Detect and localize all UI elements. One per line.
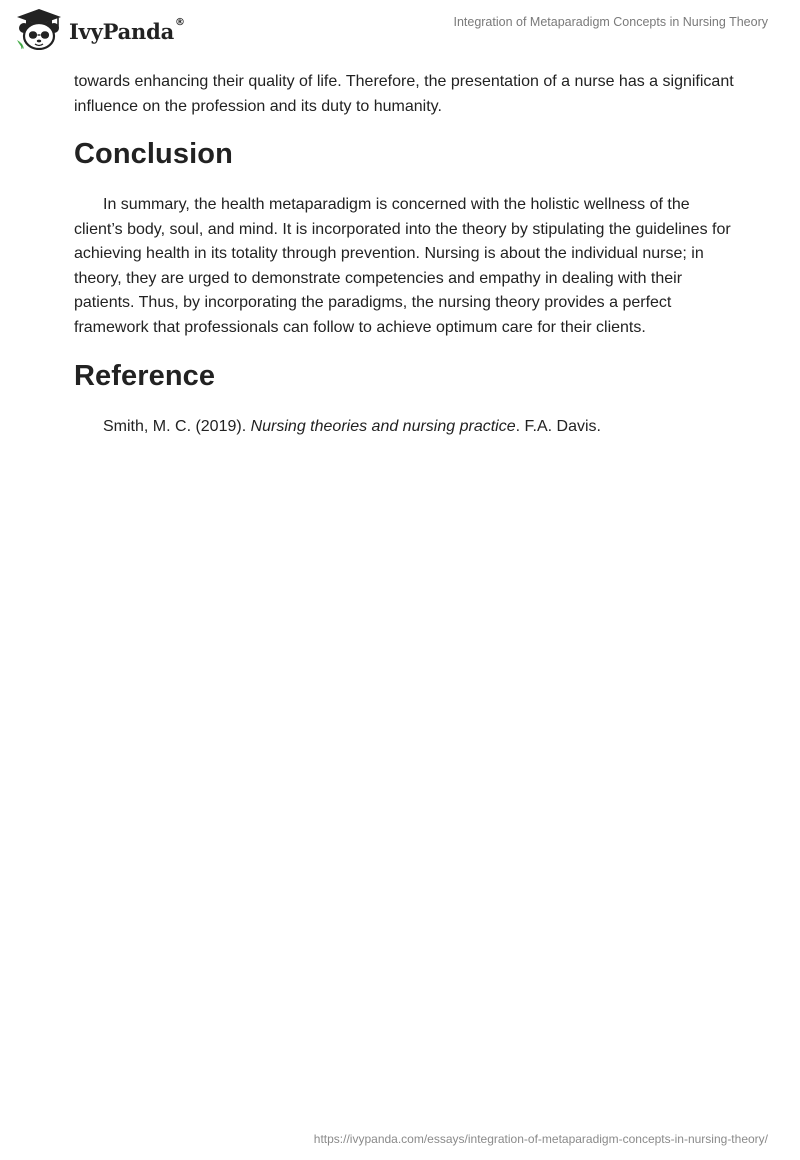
document-title: Integration of Metaparadigm Concepts in Nursing Theory: [453, 15, 768, 29]
ivypanda-logo[interactable]: [14, 8, 185, 50]
panda-graduation-cap-icon: [14, 8, 64, 50]
conclusion-heading: Conclusion: [74, 138, 233, 170]
page-header: [0, 0, 800, 64]
intro-paragraph: towards enhancing their quality of life. Therefore, the presentation of a nurse has a significant influence on the profession and its duty to humanity.: [74, 73, 734, 115]
reference-title: Nursing theories and nursing practice: [250, 418, 516, 435]
document-body: [74, 70, 734, 439]
reference-authors-year: Smith, M. C. (2019).: [103, 418, 251, 435]
reference-entry: [74, 415, 734, 439]
registered-mark: ®: [175, 16, 185, 28]
reference-publisher: . F.A. Davis.: [515, 418, 601, 435]
reference-heading: Reference: [74, 360, 216, 392]
source-url[interactable]: https://ivypanda.com/essays/integration-of-metaparadigm-concepts-in-nursing-theory/: [313, 1132, 768, 1146]
conclusion-paragraph: In summary, the health metaparadigm is concerned with the holistic wellness of the client’s body, soul, and mind. It is incorporated into the theory by stipulating the guidelines for achieving health in its totality through prevention. Nursing is about the individual nurse; in theory, they are urged to demonstrate competencies and empathy in dealing with their patients. Thus, by incorporating the paradigms, the nursing theory provides a perfect framework that professionals can follow to achieve optimum care for their clients.: [74, 196, 731, 336]
brand-name: IvyPanda®: [69, 16, 185, 44]
